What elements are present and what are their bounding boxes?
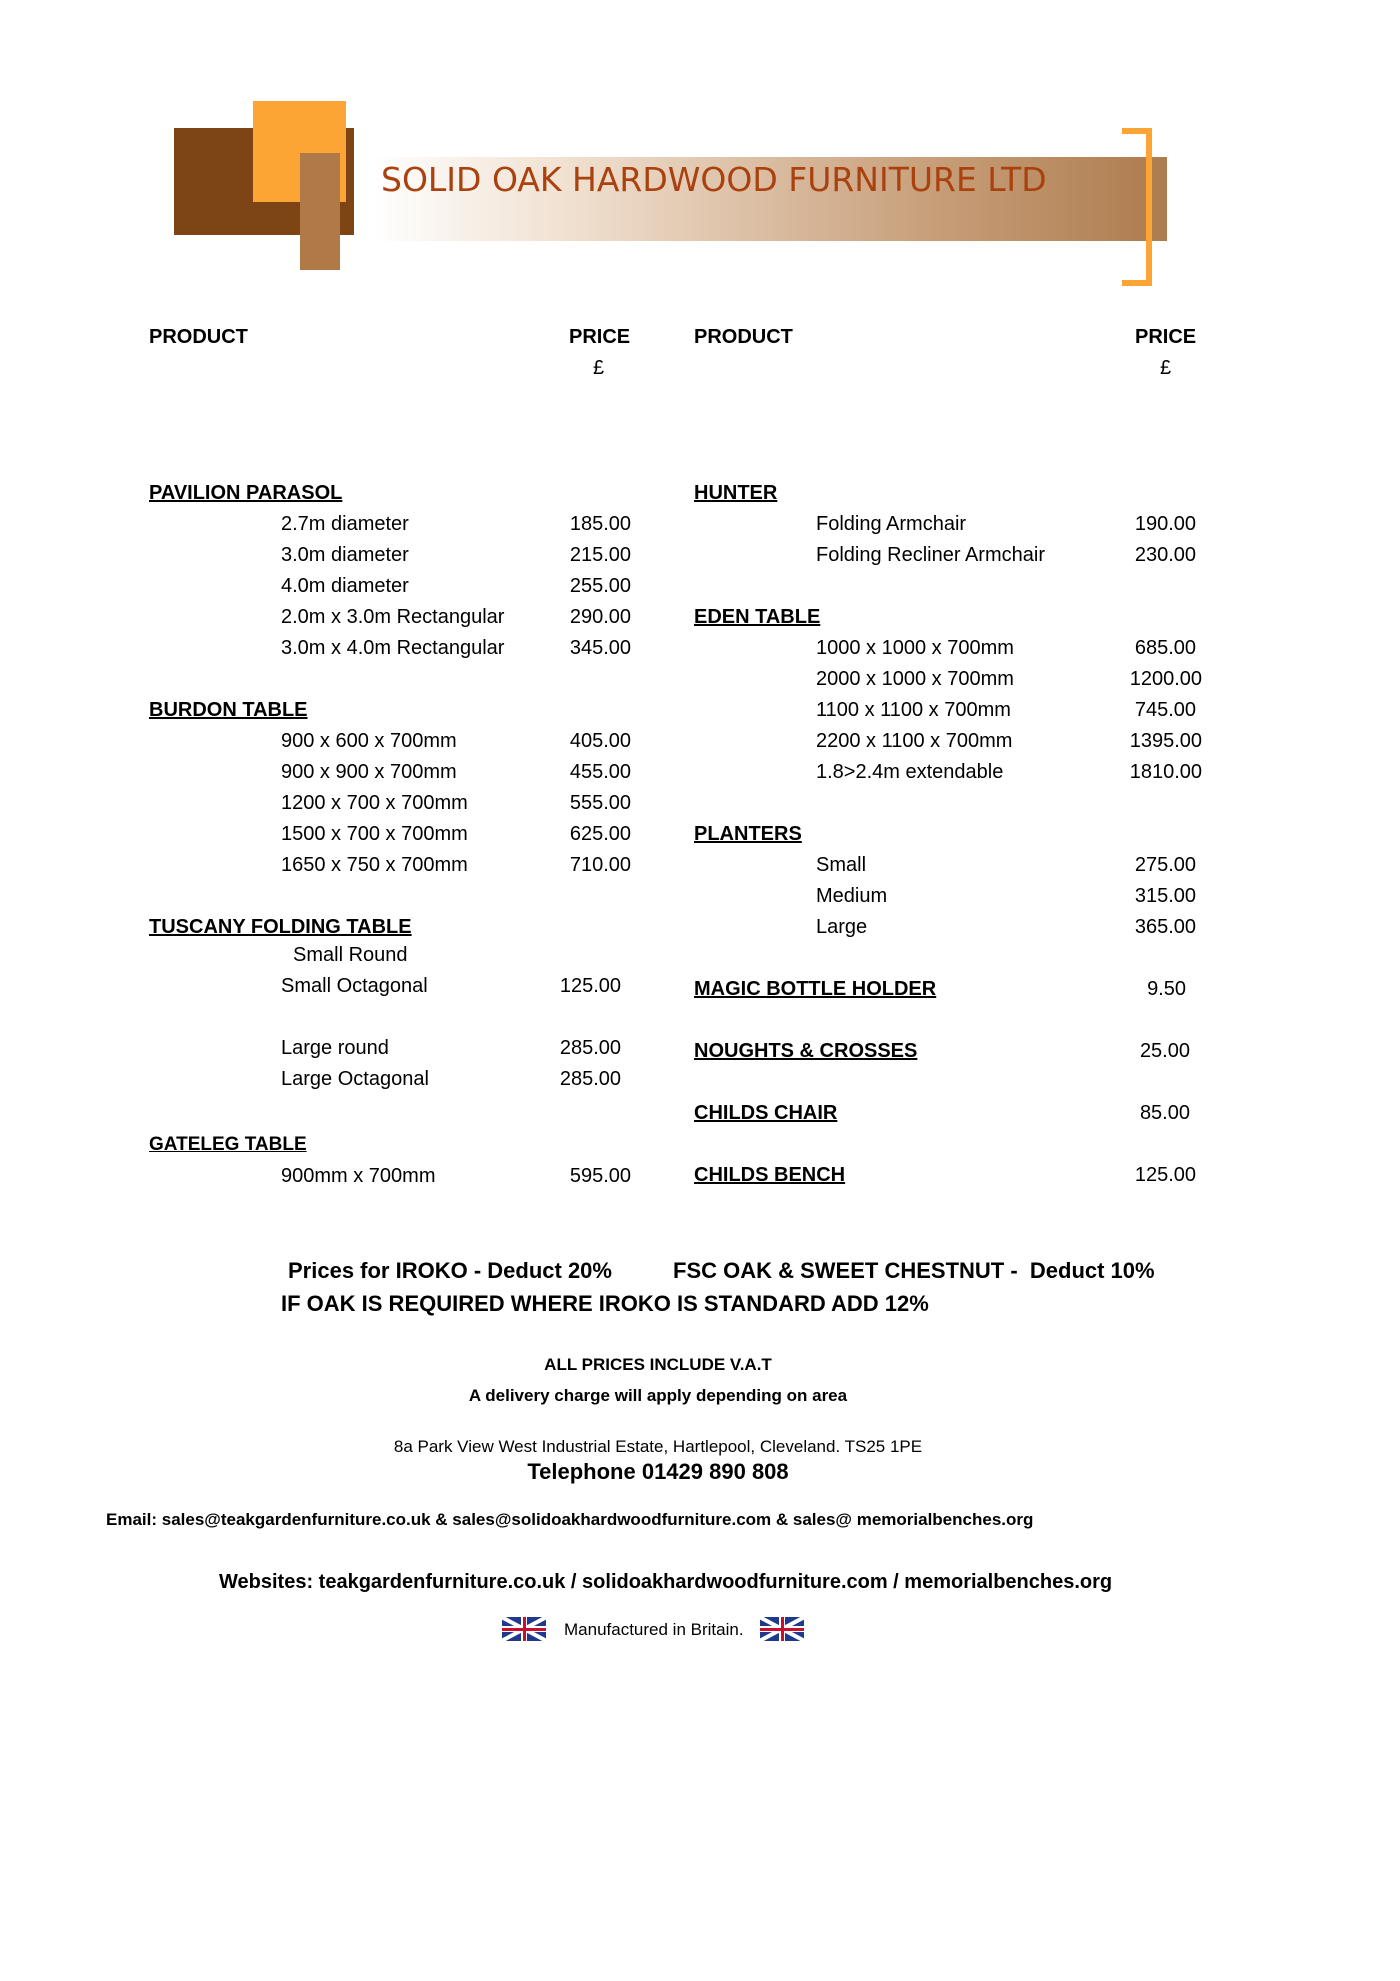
union-jack-flag-icon <box>760 1617 804 1641</box>
right-currency: £ <box>1160 357 1172 379</box>
list-item: Large <box>816 916 868 938</box>
item-price: 345.00 <box>569 637 631 659</box>
item-price: 125.00 <box>1134 1164 1196 1186</box>
item-price: 365.00 <box>1134 916 1196 938</box>
websites-line: Websites: teakgardenfurniture.co.uk / solidoakhardwoodfurniture.com / memorialbenches.org <box>219 1571 1113 1593</box>
list-item: 1200 x 700 x 700mm <box>281 792 468 814</box>
list-item: 2200 x 1100 x 700mm <box>816 730 1013 752</box>
item-price: 455.00 <box>569 761 631 783</box>
section-title-tuscany-folding-table: TUSCANY FOLDING TABLE <box>149 916 412 938</box>
list-item: Folding Armchair <box>816 513 967 535</box>
item-price: 190.00 <box>1134 513 1196 535</box>
delivery-note: A delivery charge will apply depending on area <box>468 1386 848 1405</box>
list-item: 2000 x 1000 x 700mm <box>816 668 1014 690</box>
left-currency: £ <box>593 357 605 379</box>
address: 8a Park View West Industrial Estate, Hartlepool, Cleveland. TS25 1PE <box>393 1437 923 1456</box>
section-title-eden-table: EDEN TABLE <box>694 606 821 628</box>
list-item: Small Octagonal <box>281 975 428 997</box>
list-item: Folding Recliner Armchair <box>816 544 1045 566</box>
item-price: 625.00 <box>569 823 631 845</box>
left-price-header: PRICE <box>569 326 631 348</box>
item-price: 185.00 <box>569 513 631 535</box>
section-title-pavilion-parasol: PAVILION PARASOL <box>149 482 343 504</box>
section-title-gateleg-table: GATELEG TABLE <box>149 1134 307 1155</box>
item-price: 745.00 <box>1134 699 1196 721</box>
list-item: Medium <box>816 885 888 907</box>
manufactured-text: Manufactured in Britain. <box>564 1620 744 1639</box>
header-bracket <box>1122 128 1152 286</box>
item-price: 405.00 <box>569 730 631 752</box>
list-item: 2.0m x 3.0m Rectangular <box>281 606 505 628</box>
item-price: 1200.00 <box>1129 668 1202 690</box>
item-price: 285.00 <box>559 1068 621 1090</box>
union-jack-flag-icon <box>502 1617 546 1641</box>
list-item: 2.7m diameter <box>281 513 409 535</box>
item-price: 1395.00 <box>1129 730 1202 752</box>
list-item: 3.0m diameter <box>281 544 409 566</box>
item-price: 230.00 <box>1134 544 1196 566</box>
list-item: 1100 x 1100 x 700mm <box>816 699 1011 721</box>
list-item: 1500 x 700 x 700mm <box>281 823 468 845</box>
logo-tan-block <box>300 153 340 270</box>
fsc-note: FSC OAK & SWEET CHESTNUT - Deduct 10% <box>673 1258 1155 1283</box>
list-item: 1.8>2.4m extendable <box>816 761 1004 783</box>
list-item: Large round <box>281 1037 389 1059</box>
list-item: 900 x 600 x 700mm <box>281 730 457 752</box>
item-price: 25.00 <box>1139 1040 1190 1062</box>
section-title-planters: PLANTERS <box>694 823 802 845</box>
list-item: 900 x 900 x 700mm <box>281 761 457 783</box>
section-title-hunter: HUNTER <box>694 482 778 504</box>
item-price: 255.00 <box>569 575 631 597</box>
list-item: 3.0m x 4.0m Rectangular <box>281 637 505 659</box>
item-price: 1810.00 <box>1129 761 1202 783</box>
item-price: 290.00 <box>569 606 631 628</box>
list-item: 1000 x 1000 x 700mm <box>816 637 1014 659</box>
item-price: 215.00 <box>569 544 631 566</box>
item-price: 595.00 <box>569 1165 631 1187</box>
list-item: 900mm x 700mm <box>281 1165 436 1187</box>
oak-note: IF OAK IS REQUIRED WHERE IROKO IS STANDARD ADD 12% <box>281 1291 929 1316</box>
iroko-note: Prices for IROKO - Deduct 20% <box>288 1258 612 1283</box>
left-product-header: PRODUCT <box>149 326 248 348</box>
item-price: 555.00 <box>569 792 631 814</box>
list-item: Large Octagonal <box>281 1068 429 1090</box>
item-price: 685.00 <box>1134 637 1196 659</box>
section-title-noughts-crosses: NOUGHTS & CROSSES <box>694 1040 918 1062</box>
section-title-childs-chair: CHILDS CHAIR <box>694 1102 838 1124</box>
list-item: 4.0m diameter <box>281 575 409 597</box>
vat-note: ALL PRICES INCLUDE V.A.T <box>544 1355 772 1374</box>
section-title-magic-bottle-holder: MAGIC BOTTLE HOLDER <box>694 978 937 1000</box>
item-price: 285.00 <box>559 1037 621 1059</box>
item-price: 275.00 <box>1134 854 1196 876</box>
email-line: Email: sales@teakgardenfurniture.co.uk & sales@solidoakhardwoodfurniture.com & sales@ memorialbenches.org <box>106 1510 1034 1529</box>
item-price: 85.00 <box>1139 1102 1190 1124</box>
section-title-childs-bench: CHILDS BENCH <box>694 1164 846 1186</box>
right-price-header: PRICE <box>1135 326 1197 348</box>
list-item: Small Round <box>293 944 408 966</box>
list-item: Small <box>816 854 867 876</box>
section-title-burdon-table: BURDON TABLE <box>149 699 308 721</box>
item-price: 710.00 <box>569 854 631 876</box>
company-name: SOLID OAK HARDWOOD FURNITURE LTD <box>381 160 1047 199</box>
telephone: Telephone 01429 890 808 <box>527 1459 789 1484</box>
item-price: 125.00 <box>559 975 621 997</box>
right-product-header: PRODUCT <box>694 326 793 348</box>
list-item: 1650 x 750 x 700mm <box>281 854 468 876</box>
item-price: 315.00 <box>1134 885 1196 907</box>
item-price: 9.50 <box>1147 978 1186 1000</box>
